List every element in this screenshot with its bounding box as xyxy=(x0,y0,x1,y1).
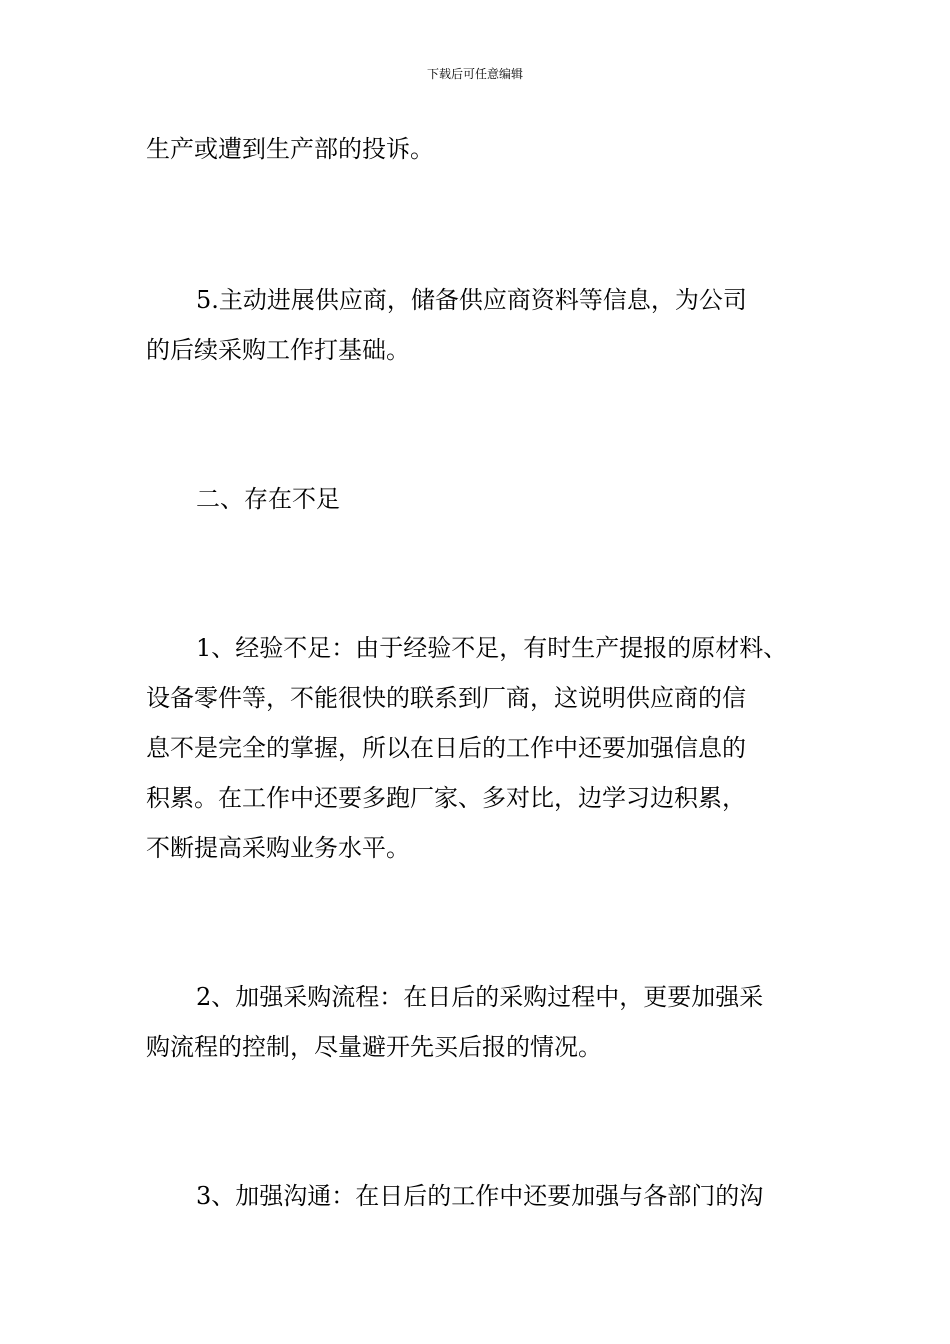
paragraph-line: 设备零件等，不能很快的联系到厂商，这说明供应商的信 xyxy=(146,684,746,712)
paragraph-line: 5.主动进展供应商，储备供应商资料等信息，为公司 xyxy=(196,286,747,314)
paragraph-item-3 xyxy=(146,1171,811,1221)
paragraph-line: 购流程的控制，尽量避开先买后报的情况。 xyxy=(146,1033,602,1061)
paragraph-item-2 xyxy=(146,972,811,1072)
page-header: 下载后可任意编辑 xyxy=(426,67,523,81)
section-heading-text: 二、存在不足 xyxy=(196,485,340,513)
paragraph-line: 2、加强采购流程：在日后的采购过程中，更要加强采 xyxy=(196,983,764,1011)
paragraph-line: 的后续采购工作打基础。 xyxy=(146,336,410,364)
paragraph-item-1 xyxy=(146,623,811,873)
section-heading xyxy=(146,474,811,524)
paragraph-line: 息不是完全的掌握，所以在日后的工作中还要加强信息的 xyxy=(146,734,746,762)
paragraph-line: 积累。在工作中还要多跑厂家、多对比，边学习边积累， xyxy=(146,784,746,812)
paragraph-continuation xyxy=(146,124,811,174)
paragraph-line: 生产或遭到生产部的投诉。 xyxy=(146,135,434,163)
paragraph-line: 不断提高采购业务水平。 xyxy=(146,834,410,862)
paragraph-line: 3、加强沟通：在日后的工作中还要加强与各部门的沟 xyxy=(196,1182,764,1210)
paragraph-line: 1、经验不足：由于经验不足，有时生产提报的原材料、 xyxy=(196,634,788,662)
paragraph-item-5 xyxy=(146,275,811,375)
